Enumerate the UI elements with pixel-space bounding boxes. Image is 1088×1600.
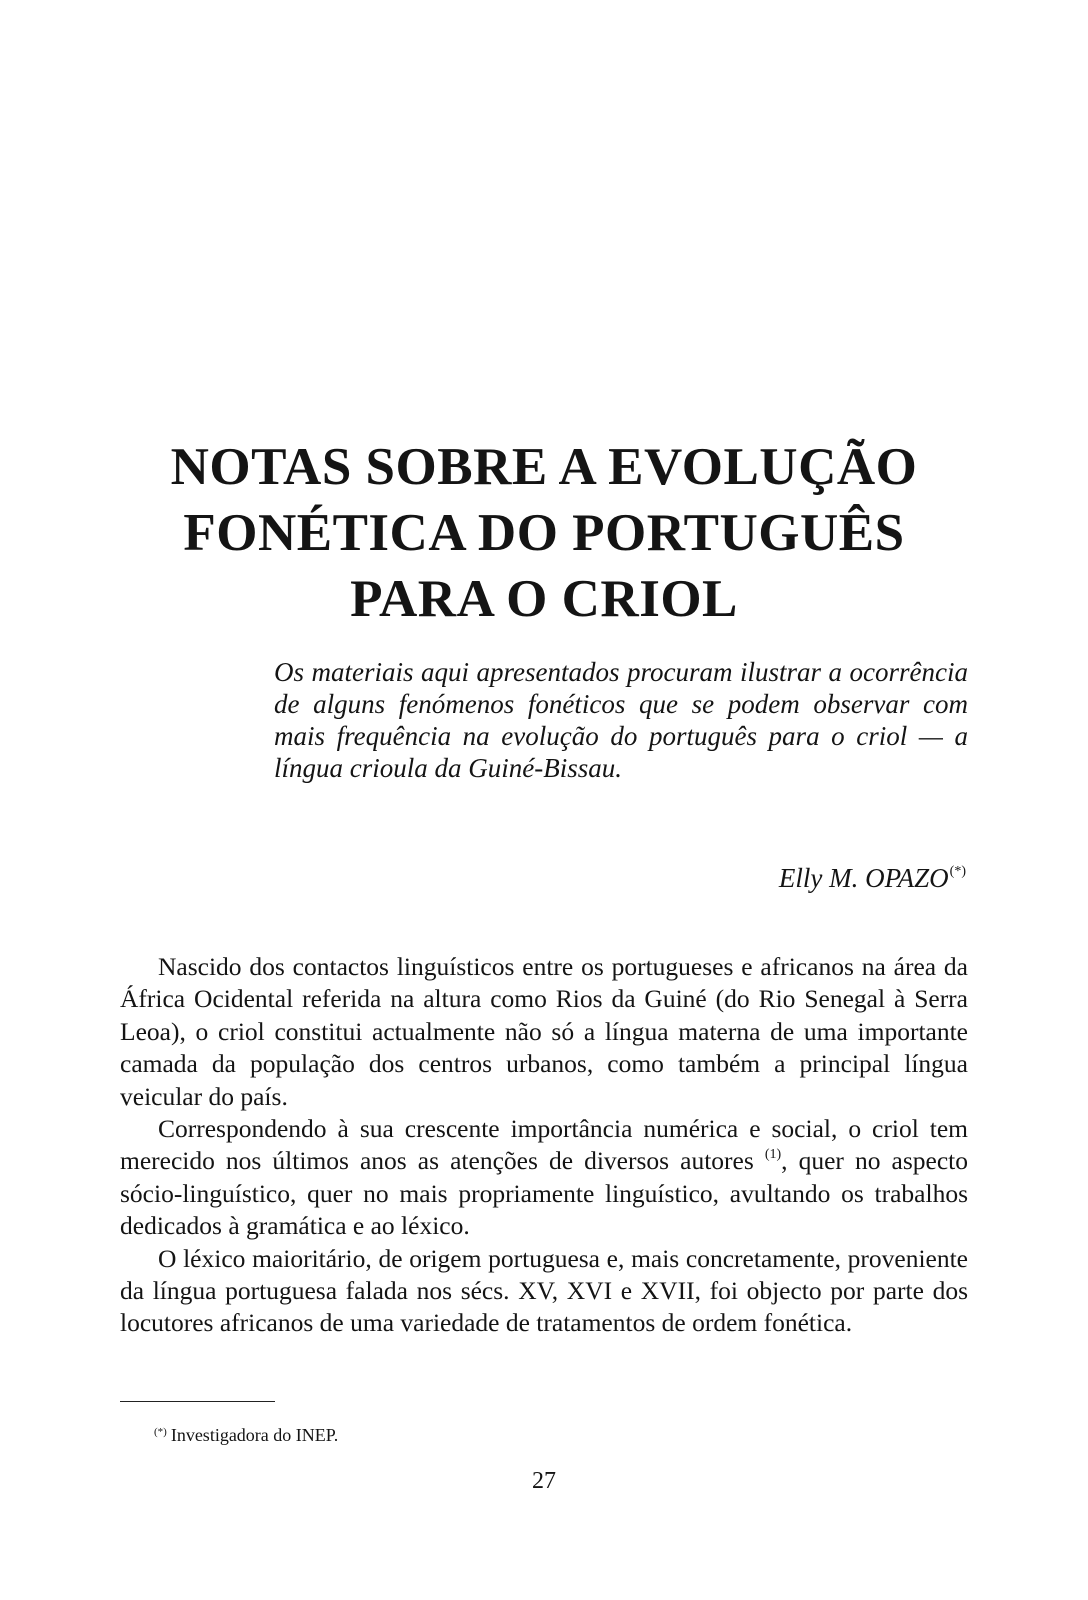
paragraph-2-text-start: Correspondendo à sua crescente importância numérica e social, o criol tem merecido nos últimos anos as atenções de diversos autores — [120, 1114, 968, 1176]
footnote-divider — [120, 1401, 275, 1402]
footnote-mark: (*) — [154, 1426, 167, 1438]
author-name: Elly M. OPAZO — [778, 863, 949, 893]
paragraph-3: O léxico maioritário, de origem portuguesa e, mais concretamente, proveniente da língua portuguesa falada nos sécs. XV, XVI e XVII, foi objecto por parte dos locutores africanos de uma variedade de tratamentos de ordem fonética. — [120, 1243, 968, 1338]
footnote-reference-1: (1) — [764, 1147, 782, 1163]
title-line-3: PARA O CRIOL — [350, 569, 738, 628]
epigraph: Os materiais aqui apresentados procuram ilustrar a ocorrência de alguns fenómenos fonéticos que se podem observar com mais frequência na evolução do português para o criol — a língua crioula da Guiné-Bissau. — [274, 657, 968, 783]
title-line-2: FONÉTICA DO PORTUGUÊS — [183, 503, 905, 562]
page-number: 27 — [532, 1468, 556, 1494]
body-text — [120, 951, 968, 1340]
paragraph-1: Nascido dos contactos linguísticos entre os portugueses e africanos na área da África Ocidental referida na altura como Rios da Guiné (do Rio Senegal à Serra Leoa), o criol constitui actualmente não só a língua materna de uma importante camada da população dos centros urbanos, como também a principal língua veicular do país. — [120, 952, 968, 1111]
paragraph-2-text-end: , quer no aspecto sócio-linguístico, quer no mais propriamente linguístico, avultando os trabalhos dedicados à gramática e ao léxico. — [120, 1146, 968, 1241]
footnote-text: Investigadora do INEP. — [170, 1425, 339, 1445]
paragraph-2 — [120, 1113, 968, 1243]
article-title — [120, 434, 968, 632]
author-byline — [779, 856, 966, 894]
author-note-mark: (*) — [949, 864, 966, 879]
title-line-1: NOTAS SOBRE A EVOLUÇÃO — [170, 437, 918, 496]
footnote — [154, 1421, 338, 1446]
